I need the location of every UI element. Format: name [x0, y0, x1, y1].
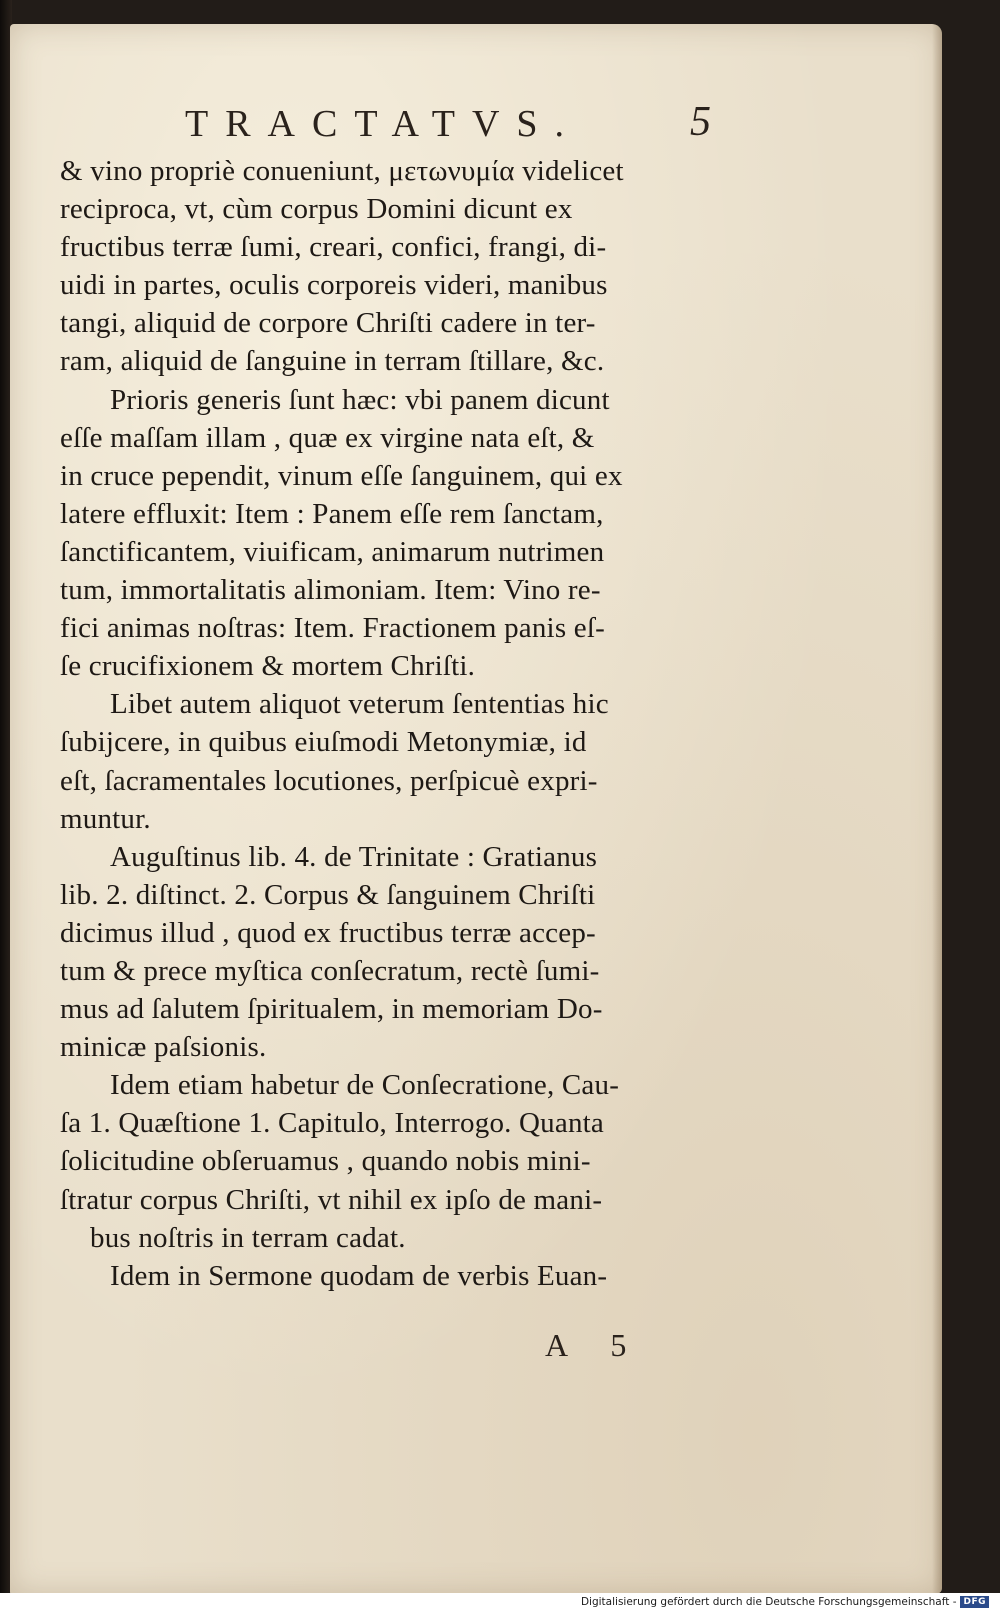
text-line: fructibus terræ ſumi, creari, confici, frangi, di-	[60, 231, 607, 264]
text-line: mus ad ſalutem ſpiritualem, in memoriam Do-	[60, 993, 603, 1026]
text-line: & vino propriè conueniunt, μετωνυμία videlicet	[60, 155, 624, 187]
text-line: latere effluxit: Item : Panem eſſe rem ſanctam,	[60, 497, 604, 530]
text-line: Auguſtinus lib. 4. de Trinitate : Gratianus	[110, 840, 598, 873]
text-line: uidi in partes, oculis corporeis videri, manibus	[60, 269, 608, 302]
text-line: ſolicitudine obſeruamus , quando nobis mini-	[60, 1145, 591, 1178]
page-number: 5	[690, 99, 711, 145]
text-line: ſa 1. Quæſtione 1. Capitulo, Interrogo. Quanta	[60, 1107, 604, 1140]
text-line: fici animas noſtras: Item. Fractionem panis eſ-	[60, 612, 605, 645]
digitization-credit	[578, 1595, 992, 1609]
text-line: ſe crucifixionem & mortem Chriſti.	[60, 650, 476, 683]
text-line: muntur.	[60, 802, 151, 835]
credit-text: Digitalisierung gefördert durch die Deutsche Forschungsgemeinschaft -	[580, 1596, 957, 1608]
running-head: TRACTATVS.	[185, 103, 582, 145]
text-line: ſubijcere, in quibus eiuſmodi Metonymiæ, id	[60, 726, 587, 759]
text-line: ſtratur corpus Chriſti, vt nihil ex ipſo de mani-	[60, 1183, 603, 1216]
text-line: Idem etiam habetur de Conſecratione, Cau-	[110, 1069, 620, 1102]
text-line: minicæ paſsionis.	[60, 1031, 267, 1064]
text-line: Idem in Sermone quodam de verbis Euan-	[110, 1259, 608, 1292]
text-line: ſanctificantem, viuificam, animarum nutrimen	[60, 535, 605, 568]
text-line: tangi, aliquid de corpore Chriſti cadere in ter-	[60, 307, 596, 340]
text-line: in cruce pependit, vinum eſſe ſanguinem, qui ex	[60, 459, 623, 492]
text-line: tum, immortalitatis alimoniam. Item: Vino re-	[60, 574, 601, 607]
dfg-logo: DFG	[960, 1596, 989, 1608]
text-line: Libet autem aliquot veterum ſententias hic	[110, 688, 609, 721]
text-line: lib. 2. diſtinct. 2. Corpus & ſanguinem Chriſti	[60, 878, 596, 911]
text-line: eſt, ſacramentales locutiones, perſpicuè expri-	[60, 764, 598, 797]
page-edge-shadow	[932, 24, 942, 1594]
text-line: tum & prece myſtica conſecratum, rectè ſumi-	[60, 954, 600, 987]
text-line: Prioris generis ſunt hæc: vbi panem dicunt	[110, 383, 610, 416]
text-line: reciproca, vt, cùm corpus Domini dicunt ex	[60, 193, 573, 226]
text-line: dicimus illud , quod ex fructibus terræ accep-	[60, 916, 596, 949]
text-line: ram, aliquid de ſanguine in terram ſtillare, &c.	[60, 345, 605, 378]
text-block	[60, 152, 740, 1295]
text-line: eſſe maſſam illam , quæ ex virgine nata eſt, &	[60, 421, 595, 454]
text-line: bus noſtris in terram cadat.	[90, 1221, 406, 1254]
book-page	[10, 24, 942, 1594]
signature-mark: A 5	[545, 1327, 645, 1363]
